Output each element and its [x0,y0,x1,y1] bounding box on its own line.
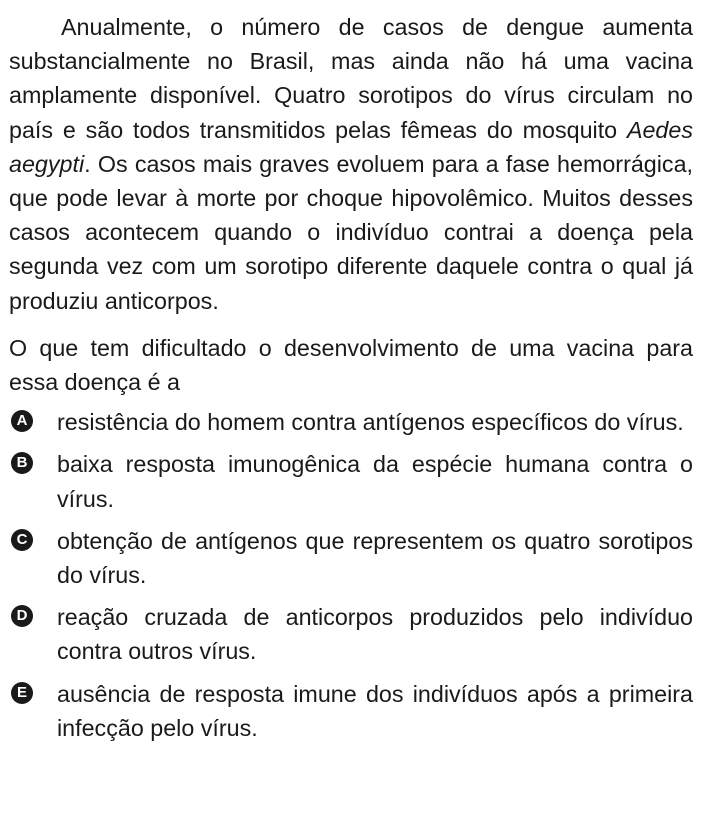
option-a[interactable] [9,405,693,439]
context-text-start: Anualmente, o número de casos de dengue aumenta substancialmente no Brasil, mas ainda não há uma vacina amplamente disponível. Quatro sorotipos do vírus circulam no país e são todos transmitidos pelas fêmeas do mosquito [9,14,693,143]
option-c-text: obtenção de antígenos que representem os quatro sorotipos do vírus. [57,527,693,589]
option-c-letter-badge: C [11,529,33,551]
context-text-end: . Os casos mais graves evoluem para a fase hemorrágica, que pode levar à morte por choque hipovolêmico. Muitos desses casos acontecem quando o indivíduo contrai a doença pela segunda vez com um sorotipo diferente daquele contra o qual já produziu anticorpos. [9,150,693,314]
option-d[interactable] [9,600,693,668]
species-name: Aedes aegypti [9,116,693,177]
option-a-letter-badge: A [11,410,33,432]
answer-options [9,405,693,745]
option-e-letter-badge: E [11,682,33,704]
option-b[interactable] [9,447,693,515]
option-e[interactable] [9,677,693,745]
option-a-text: resistência do homem contra antígenos específicos do vírus. [57,409,684,436]
option-b-letter-badge: B [11,452,33,474]
option-b-text: baixa resposta imunogênica da espécie humana contra o vírus. [57,451,693,512]
option-c[interactable] [9,524,693,592]
question-stem: O que tem dificultado o desenvolvimento de uma vacina para essa doença é a [9,334,693,396]
option-d-text: reação cruzada de anticorpos produzidos pelo indivíduo contra outros vírus. [57,604,693,665]
context-paragraph [9,10,693,318]
option-d-letter-badge: D [11,605,33,627]
option-e-text: ausência de resposta imune dos indivíduos após a primeira infecção pelo vírus. [57,680,693,741]
